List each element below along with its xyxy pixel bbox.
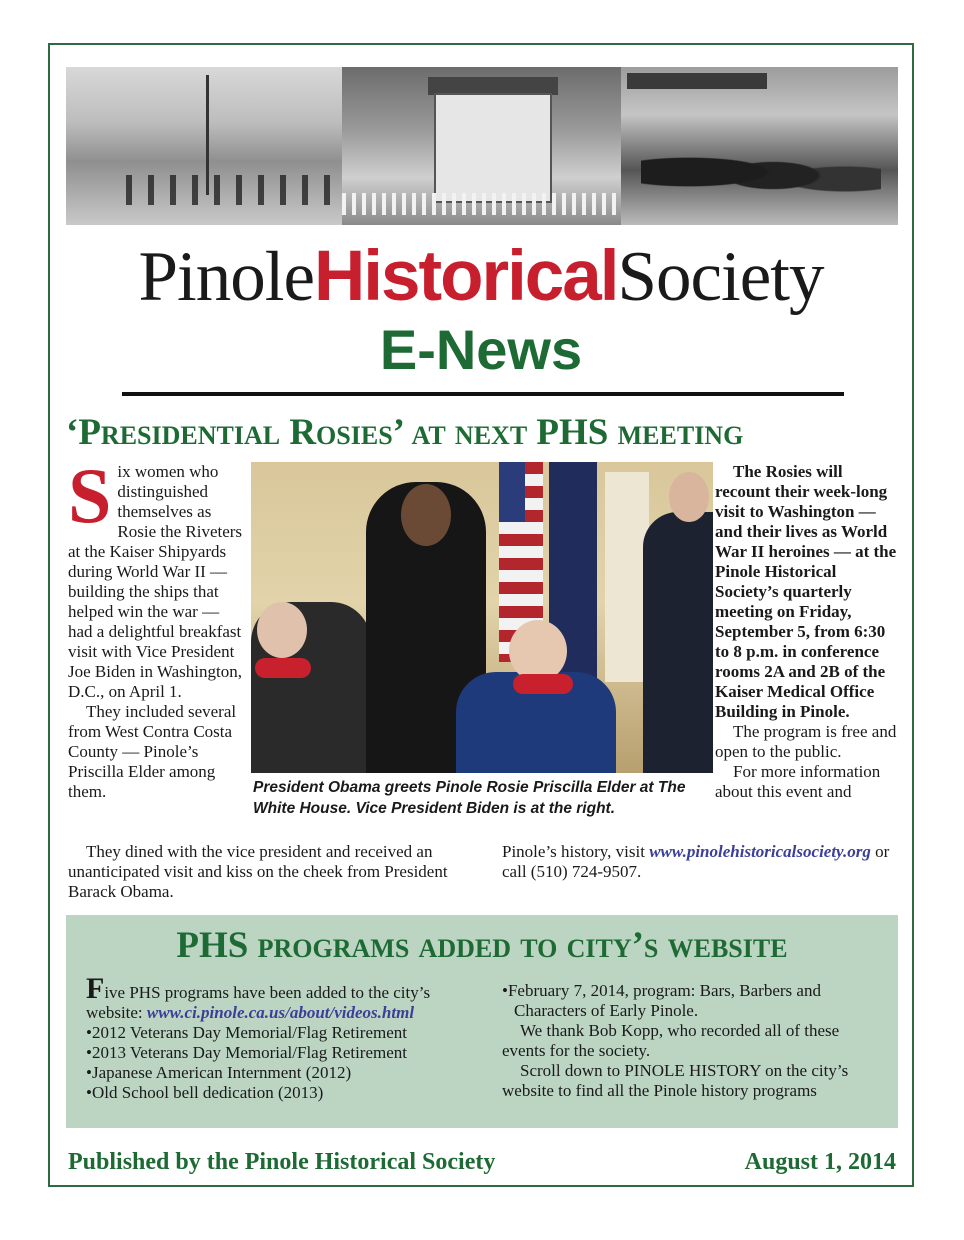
article2-intro: [86, 972, 486, 1023]
red-polka-scarf: [255, 658, 311, 678]
article2-intro-text: ive PHS programs have been added to the city’s website:: [86, 983, 431, 1022]
marching-figures: [126, 175, 336, 205]
article1-bottom-right: [502, 842, 900, 882]
standing-man-right-head: [669, 472, 709, 522]
article1-right-para3: For more information about this event and: [715, 762, 881, 801]
contact-text-post: or call (510) 724-9507.: [502, 842, 890, 881]
historic-street-photo: [66, 67, 342, 225]
list-item: • Japanese American Internment (2012): [86, 1063, 486, 1083]
masthead-word-historical: Historical: [313, 237, 618, 316]
article2-thanks: We thank Bob Kopp, who recorded all of these events for the society.: [502, 1021, 840, 1060]
standing-man-center-head: [401, 484, 451, 546]
society-website-link[interactable]: www.pinolehistoricalsociety.org: [649, 842, 871, 861]
contact-text-pre: Pinole’s history, visit: [502, 842, 650, 861]
list-item: • February 7, 2014, program: Bars, Barbers and Characters of Early Pinole.: [502, 981, 882, 1021]
article2-right-column: [502, 981, 882, 1101]
horse-wagon: [641, 137, 881, 207]
masthead-subtitle: E-News: [379, 318, 583, 381]
list-item: • 2012 Veterans Day Memorial/Flag Retirement: [86, 1023, 486, 1043]
masthead-word-pinole: Pinole: [138, 238, 314, 316]
standing-man-right: [643, 512, 713, 773]
program-list: [86, 1023, 486, 1103]
programs-box: [66, 915, 898, 1128]
obama-rosie-photo: [251, 462, 713, 773]
picket-fence: [342, 193, 621, 215]
article2-left-column: [86, 972, 486, 1103]
historic-house-photo: [342, 67, 621, 225]
article1-right-bold: [715, 462, 900, 722]
article1-right-column: [715, 462, 900, 802]
seated-woman-right-head: [509, 620, 567, 682]
article1-bottom-left: [68, 842, 464, 902]
article1-bottom-left-text: They dined with the vice president and received an unanticipated visit and kiss on the cheek from President Barack Obama.: [68, 842, 448, 901]
article2-headline: PHS programs added to city’s website: [176, 925, 788, 966]
footer-publisher: Published by the Pinole Historical Society: [68, 1149, 496, 1175]
masthead-title: [48, 237, 914, 317]
dropcap-f: F: [86, 972, 105, 1005]
stable-sign: [627, 73, 767, 89]
article1-headline: ‘Presidential Rosies’ at next PHS meeting: [66, 412, 744, 453]
masthead-rule: [122, 392, 844, 396]
header-banner-photos: [66, 67, 898, 225]
article1-left-column: [68, 452, 246, 802]
red-scarf: [513, 674, 573, 694]
house-body: [434, 93, 552, 203]
masthead-word-society: Society: [617, 238, 824, 316]
article1-left-para1: ix women who distinguished themselves as Rosie the Riveters at the Kaiser Shipyards during World War II — building the ships that helped win the war — had a delightful breakfast visit with Vice President Joe Biden in Washington, D.C., on April 1.: [68, 462, 243, 701]
article1-left-para2: They included several from West Contra Costa County — Pinole’s Priscilla Elder among them.: [68, 702, 237, 801]
dropcap-s: S: [68, 452, 112, 539]
list-item: • 2013 Veterans Day Memorial/Flag Retirement: [86, 1043, 486, 1063]
program-list-continued: [502, 981, 882, 1021]
seated-woman-left-head: [257, 602, 307, 658]
meeting-details: The Rosies will recount their week-long visit to Washington — and their lives as World War II heroines — at the Pinole Historical Society’s quarterly meeting on Friday, September 5, from 6:30 to 8 p.m. in conference rooms 2A and 2B of the Kaiser Medical Office Building in Pinole.: [715, 462, 897, 721]
article2-scroll: Scroll down to PINOLE HISTORY on the city’s website to find all the Pinole history programs: [502, 1061, 849, 1100]
list-item: • Old School bell dedication (2013): [86, 1083, 486, 1103]
city-videos-link[interactable]: www.ci.pinole.ca.us/about/videos.html: [146, 1003, 415, 1022]
photo-caption: President Obama greets Pinole Rosie Priscilla Elder at The White House. Vice President Biden is at the right.: [253, 779, 686, 817]
article1-right-para2: The program is free and open to the public.: [715, 722, 897, 761]
footer-date: August 1, 2014: [744, 1149, 896, 1175]
feed-stable-photo: [621, 67, 898, 225]
